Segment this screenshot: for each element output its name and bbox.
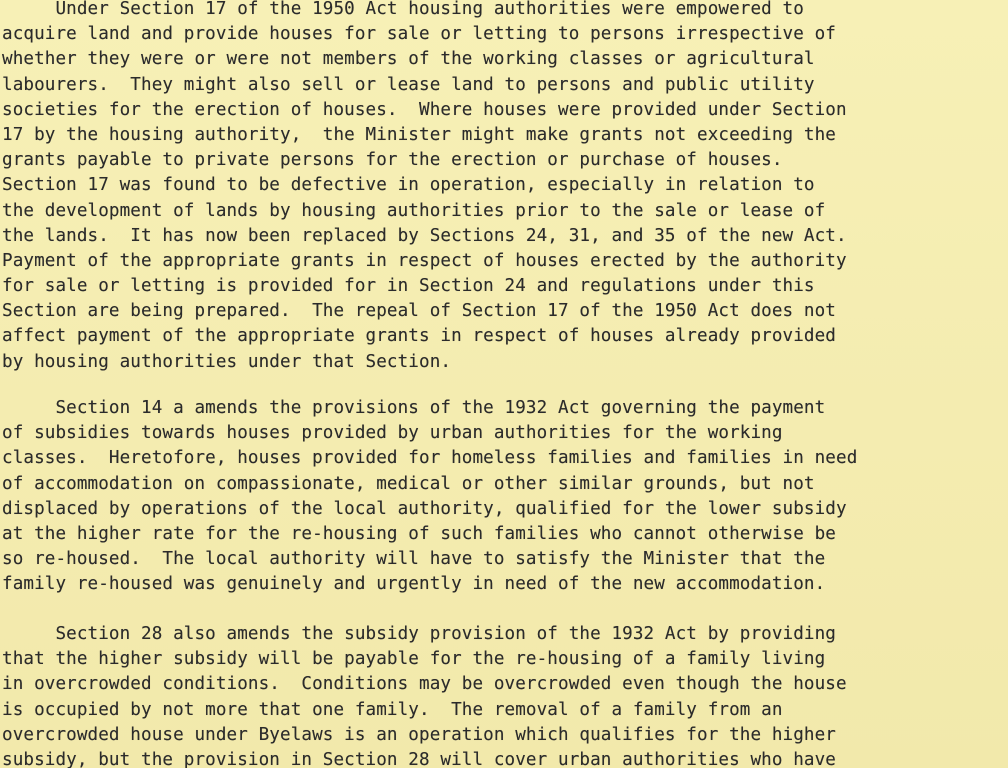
- text-line: overcrowded house under Byelaws is an operation which qualifies for the higher: [2, 724, 837, 745]
- text-line: of accommodation on compassionate, medical or other similar grounds, but not: [2, 473, 815, 494]
- text-line: at the higher rate for the re-housing of such families who cannot otherwise be: [2, 523, 837, 544]
- text-line: is occupied by not more that one family. The removal of a family from an: [2, 699, 783, 720]
- text-line: Under Section 17 of the 1950 Act housing authorities were empowered to: [2, 0, 804, 19]
- text-line: subsidy, but the provision in Section 28 will cover urban authorities who have: [2, 749, 837, 768]
- paragraph-section-14a: [2, 396, 1008, 598]
- text-line: affect payment of the appropriate grants in respect of houses already provided: [2, 326, 837, 347]
- text-line: so re-housed. The local authority will have to satisfy the Minister that the: [2, 549, 826, 570]
- text-line: labourers. They might also sell or lease land to persons and public utility: [2, 74, 815, 95]
- text-line: Section 28 also amends the subsidy provision of the 1932 Act by providing: [2, 624, 837, 644]
- text-line: that the higher subsidy will be payable for the re-housing of a family living: [2, 649, 826, 670]
- text-line: acquire land and provide houses for sale or letting to persons irrespective of: [2, 24, 837, 45]
- text-line: by housing authorities under that Section.: [2, 351, 452, 372]
- text-line: grants payable to private persons for the erection or purchase of houses.: [2, 150, 783, 171]
- text-line: Section 14 a amends the provisions of the 1932 Act governing the payment: [2, 398, 826, 418]
- paragraph-section-28: [2, 622, 1008, 768]
- text-line: societies for the erection of houses. Where houses were provided under Section: [2, 99, 847, 120]
- text-line: the development of lands by housing authorities prior to the sale or lease of: [2, 200, 826, 221]
- text-line: for sale or letting is provided for in Section 24 and regulations under this: [2, 276, 815, 297]
- text-line: in overcrowded conditions. Conditions may be overcrowded even though the house: [2, 674, 847, 695]
- text-line: classes. Heretofore, houses provided for homeless families and families in need: [2, 448, 858, 469]
- text-line: of subsidies towards houses provided by urban authorities for the working: [2, 423, 783, 444]
- text-line: Section are being prepared. The repeal of Section 17 of the 1950 Act does not: [2, 301, 837, 322]
- paragraph-section-17: [2, 0, 1008, 375]
- text-line: Payment of the appropriate grants in respect of houses erected by the authority: [2, 250, 847, 271]
- text-line: displaced by operations of the local authority, qualified for the lower subsidy: [2, 498, 847, 519]
- text-line: whether they were or were not members of the working classes or agricultural: [2, 49, 815, 70]
- text-line: the lands. It has now been replaced by Sections 24, 31, and 35 of the new Act.: [2, 225, 847, 246]
- text-line: 17 by the housing authority, the Minister might make grants not exceeding the: [2, 124, 837, 145]
- text-line: family re-housed was genuinely and urgently in need of the new accommodation.: [2, 574, 826, 595]
- text-line: Section 17 was found to be defective in operation, especially in relation to: [2, 175, 815, 196]
